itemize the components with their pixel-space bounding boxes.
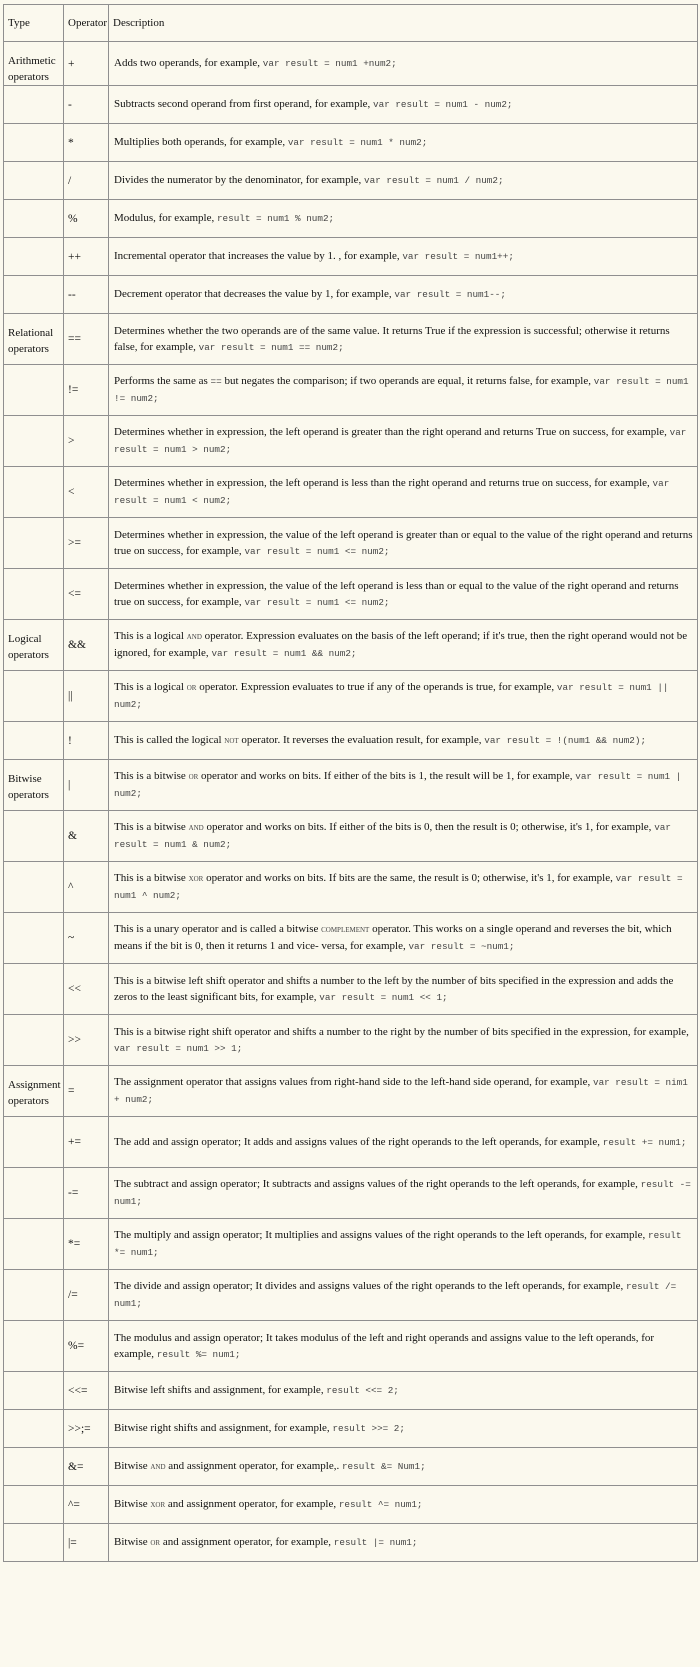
table-row (4, 671, 698, 722)
description-cell (109, 1219, 698, 1270)
description-text: This is a bitwise (114, 821, 189, 833)
table-row (4, 276, 698, 314)
operator-cell: > (64, 416, 109, 467)
type-cell (4, 913, 64, 964)
type-cell (4, 86, 64, 124)
code-example: result &= Num1; (341, 1461, 426, 1472)
description-cell (109, 913, 698, 964)
code-example: result <<= 2; (326, 1385, 399, 1396)
description-cell (109, 467, 698, 518)
description-text: Bitwise right shifts and assignment, for example, (114, 1422, 333, 1434)
keyword-text: and (150, 1461, 166, 1472)
table-row (4, 1219, 698, 1270)
operator-cell: %= (64, 1321, 109, 1372)
operator-cell: -- (64, 276, 109, 314)
description-text: operator and works on bits. If either of the bits is 0, then the result is 0; otherwise, it's 1, for example, (203, 821, 655, 833)
type-cell (4, 1321, 64, 1372)
code-example: var result = num1 <= num2; (244, 545, 390, 557)
operator-cell: >>;= (64, 1410, 109, 1448)
operator-cell: = (64, 1066, 109, 1117)
type-cell (4, 671, 64, 722)
description-cell (109, 1321, 698, 1372)
description-text: This is a logical (114, 681, 187, 693)
description-text: The multiply and assign operator; It multiplies and assigns values of the right operands to the left operands, for example, (114, 1229, 648, 1241)
operator-cell: >> (64, 1015, 109, 1066)
code-example: var result = nim1 + num2; (114, 1077, 688, 1105)
code-example: result *= num1; (114, 1230, 682, 1258)
table-row (4, 518, 698, 569)
operator-cell: &= (64, 1448, 109, 1486)
description-cell (109, 671, 698, 722)
description-text: This is a bitwise left shift operator and shifts a number to the left by the number of bits specified in the expression and adds the zeros to the least significant bits, for example, (114, 974, 674, 1003)
operator-cell: ~ (64, 913, 109, 964)
description-cell (109, 1270, 698, 1321)
description-cell (109, 518, 698, 569)
description-text: Determines whether the two operands are of the same value. It returns True if the expression is successful; otherwise it returns false, for example, (114, 324, 670, 353)
code-example: var result = num1 || num2; (114, 682, 669, 710)
description-text: Subtracts second operand from first operand, for example, (114, 98, 374, 110)
description-cell (109, 1066, 698, 1117)
code-example: var result = num1 +num2; (262, 58, 397, 69)
code-example: var result = ~num1; (408, 941, 515, 952)
type-cell: Arithmetic operators (4, 42, 64, 86)
code-example: var result = num1 / num2; (364, 175, 504, 186)
description-cell (109, 722, 698, 760)
description-text: This is called the logical (114, 734, 225, 746)
description-text: This is a bitwise (114, 872, 189, 884)
description-text: and assignment operator, for example,. (165, 1460, 342, 1472)
code-example: var result = num1 ^ num2; (114, 873, 683, 901)
operator-cell: % (64, 200, 109, 238)
description-text: The add and assign operator; It adds and assigns values of the right operands to the left operands, for example, (114, 1135, 603, 1148)
description-text: operator. This works on a single operand and reverses the bit, which means if the bit is 0, then it returns 1 and vice- versa, for example, (114, 923, 672, 952)
operator-cell: += (64, 1117, 109, 1168)
description-text: This is a logical (114, 630, 187, 642)
type-cell (4, 569, 64, 620)
description-cell (109, 1168, 698, 1219)
keyword-text: and (188, 822, 204, 833)
type-cell (4, 722, 64, 760)
type-cell (4, 518, 64, 569)
description-text: Bitwise (114, 1498, 151, 1510)
operators-table (3, 4, 698, 1562)
type-cell: Bitwise operators (4, 760, 64, 811)
operator-cell: >= (64, 518, 109, 569)
operator-cell: * (64, 124, 109, 162)
description-text: Incremental operator that increases the value by 1. , for example, (114, 250, 403, 262)
table-row (4, 722, 698, 760)
table-row (4, 760, 698, 811)
description-text: Multiplies both operands, for example, (114, 136, 288, 148)
type-cell (4, 964, 64, 1015)
keyword-text: complement (321, 924, 370, 935)
table-row (4, 86, 698, 124)
description-text: and assignment operator, for example, (160, 1536, 334, 1548)
code-example: var result = num1--; (394, 289, 506, 300)
description-text: Modulus, for example, (114, 212, 217, 224)
code-example: result >>= 2; (332, 1423, 405, 1434)
description-text: Determines whether in expression, the left operand is greater than the right operand and returns True on success, for example, (114, 426, 670, 438)
description-cell (109, 862, 698, 913)
type-cell (4, 365, 64, 416)
description-text: The assignment operator that assigns values from right-hand side to the left-hand side operand, for example, (114, 1076, 593, 1088)
code-example: var result = num1 - num2; (373, 99, 513, 110)
description-cell (109, 276, 698, 314)
operator-cell: || (64, 671, 109, 722)
keyword-text: not (224, 735, 239, 746)
type-cell (4, 467, 64, 518)
operator-cell: /= (64, 1270, 109, 1321)
description-cell (109, 760, 698, 811)
operator-cell: ^ (64, 862, 109, 913)
operator-cell: <<= (64, 1372, 109, 1410)
type-cell (4, 1524, 64, 1562)
operator-cell: && (64, 620, 109, 671)
description-text: This is a unary operator and is called a bitwise (114, 923, 322, 935)
operator-cell: - (64, 86, 109, 124)
table-row (4, 42, 698, 86)
description-cell (109, 1448, 698, 1486)
description-text: Bitwise (114, 1460, 151, 1472)
code-example: var result = num1 && num2; (211, 648, 357, 659)
header-type: Type (4, 5, 64, 42)
operator-cell: != (64, 365, 109, 416)
description-cell (109, 314, 698, 365)
keyword-text: or (188, 771, 199, 782)
type-cell (4, 200, 64, 238)
table-row (4, 862, 698, 913)
table-row (4, 467, 698, 518)
table-row (4, 1168, 698, 1219)
table-row (4, 162, 698, 200)
operator-cell: <= (64, 569, 109, 620)
type-cell (4, 276, 64, 314)
table-row (4, 1524, 698, 1562)
operator-cell: ! (64, 722, 109, 760)
type-cell (4, 238, 64, 276)
operator-cell: | (64, 760, 109, 811)
description-cell (109, 1015, 698, 1066)
code-example: result += num1; (602, 1136, 687, 1148)
description-cell (109, 1410, 698, 1448)
type-cell (4, 416, 64, 467)
type-cell (4, 862, 64, 913)
table-row (4, 1486, 698, 1524)
table-row (4, 1410, 698, 1448)
type-cell (4, 162, 64, 200)
description-cell (109, 86, 698, 124)
description-text: Performs the same as (114, 375, 211, 387)
type-cell (4, 1448, 64, 1486)
operator-cell: / (64, 162, 109, 200)
table-row (4, 416, 698, 467)
type-cell (4, 1015, 64, 1066)
description-text: operator. Expression evaluates on the basis of the left operand; if it's true, then the right operand would not be ignored, for example, (114, 630, 688, 659)
type-cell (4, 811, 64, 862)
description-cell (109, 569, 698, 620)
table-row (4, 124, 698, 162)
description-text: operator and works on bits. If bits are the same, the result is 0; otherwise, it's 1, for example, (203, 872, 616, 884)
operator-cell: ++ (64, 238, 109, 276)
description-cell (109, 42, 698, 86)
keyword-text: and (186, 631, 202, 642)
type-cell (4, 1219, 64, 1270)
code-example: var result = num1 < num2; (114, 478, 670, 506)
description-text: The modulus and assign operator; It takes modulus of the left and right operands and assigns value to the left operands, for example, (114, 1331, 655, 1360)
operator-cell: < (64, 467, 109, 518)
code-example: result |= num1; (333, 1537, 418, 1548)
description-text: Adds two operands, for example, (114, 57, 263, 69)
table-row (4, 964, 698, 1015)
description-text: This is a bitwise (114, 770, 189, 782)
table-row (4, 1448, 698, 1486)
description-cell (109, 416, 698, 467)
table-row (4, 620, 698, 671)
table-row (4, 1117, 698, 1168)
code-example: result /= num1; (114, 1281, 677, 1309)
table-row (4, 811, 698, 862)
code-example: var result = num1 << 1; (319, 991, 448, 1003)
operator-cell: -= (64, 1168, 109, 1219)
operator-cell: & (64, 811, 109, 862)
type-cell: Assignment operators (4, 1066, 64, 1117)
table-row (4, 314, 698, 365)
code-example: result = num1 % num2; (216, 213, 335, 224)
header-description: Description (109, 5, 698, 42)
description-text: and assignment operator, for example, (165, 1498, 339, 1510)
table-body (4, 5, 698, 1562)
code-example: var result = num1++; (402, 251, 514, 262)
code-example: var result = num1 != num2; (114, 376, 689, 404)
operator-cell: << (64, 964, 109, 1015)
table-row (4, 1066, 698, 1117)
description-text: This is a bitwise right shift operator and shifts a number to the right by the number of bits specified in the expression, for example, (114, 1025, 689, 1038)
type-cell (4, 1117, 64, 1168)
type-cell (4, 1410, 64, 1448)
description-cell (109, 1524, 698, 1562)
description-text: Bitwise left shifts and assignment, for example, (114, 1384, 327, 1396)
table-row (4, 1321, 698, 1372)
description-cell (109, 1117, 698, 1168)
table-row (4, 1270, 698, 1321)
type-cell (4, 1372, 64, 1410)
header-row (4, 5, 698, 42)
code-example: var result = num1 <= num2; (244, 596, 390, 608)
description-cell (109, 811, 698, 862)
table-row (4, 238, 698, 276)
type-cell (4, 1270, 64, 1321)
header-operator: Operator (64, 5, 109, 42)
code-example: var result = num1 * num2; (287, 137, 428, 148)
description-text: The subtract and assign operator; It subtracts and assigns values of the right operands to the left operands, for example, (114, 1178, 641, 1190)
table-row (4, 1372, 698, 1410)
operator-cell: == (64, 314, 109, 365)
code-example: result -= num1; (114, 1179, 691, 1207)
type-cell (4, 1486, 64, 1524)
code-example: var result = num1 >> 1; (114, 1042, 243, 1054)
type-cell: Relational operators (4, 314, 64, 365)
description-cell (109, 1372, 698, 1410)
keyword-text: or (150, 1537, 161, 1548)
description-cell (109, 200, 698, 238)
description-text: operator. It reverses the evaluation result, for example, (238, 734, 485, 746)
table-row (4, 365, 698, 416)
table-row (4, 913, 698, 964)
description-text: operator and works on bits. If either of the bits is 1, the result will be 1, for example, (198, 770, 576, 782)
table-row (4, 200, 698, 238)
description-cell (109, 1486, 698, 1524)
operator-cell: + (64, 42, 109, 86)
code-example: result %= num1; (156, 1348, 241, 1360)
description-text: Determines whether in expression, the value of the left operand is less than or equal to the value of the right operand and returns true on success, for example, (114, 579, 679, 608)
code-example: var result = num1 | num2; (114, 771, 682, 799)
description-cell (109, 620, 698, 671)
operator-cell: *= (64, 1219, 109, 1270)
keyword-text: or (186, 682, 197, 693)
description-text: Determines whether in expression, the value of the left operand is greater than or equal to the value of the right operand and returns true on success, for example, (114, 528, 693, 557)
description-text: Bitwise (114, 1536, 151, 1548)
description-text: operator. Expression evaluates to true if any of the operands is true, for example, (196, 681, 557, 693)
description-cell (109, 238, 698, 276)
description-text: Determines whether in expression, the left operand is less than the right operand and returns true on success, for example, (114, 477, 653, 489)
type-cell (4, 1168, 64, 1219)
description-cell (109, 964, 698, 1015)
description-text: Divides the numerator by the denominator, for example, (114, 174, 365, 186)
description-text: but negates the comparison; if two operands are equal, it returns false, for example, (221, 375, 594, 387)
operator-cell: |= (64, 1524, 109, 1562)
description-cell (109, 124, 698, 162)
table-row (4, 1015, 698, 1066)
code-example: == (210, 376, 222, 387)
code-example: var result = !(num1 && num2); (484, 735, 647, 746)
code-example: var result = num1 & num2; (114, 822, 671, 850)
keyword-text: xor (188, 873, 204, 884)
description-text: Decrement operator that decreases the value by 1, for example, (114, 288, 395, 300)
operator-cell: ^= (64, 1486, 109, 1524)
description-cell (109, 365, 698, 416)
table-row (4, 569, 698, 620)
code-example: var result = num1 > num2; (114, 427, 687, 455)
description-cell (109, 162, 698, 200)
type-cell (4, 124, 64, 162)
description-text: The divide and assign operator; It divides and assigns values of the right operands to the left operands, for example, (114, 1280, 626, 1292)
type-cell: Logical operators (4, 620, 64, 671)
keyword-text: xor (150, 1499, 166, 1510)
code-example: var result = num1 == num2; (198, 341, 344, 353)
code-example: result ^= num1; (338, 1499, 423, 1510)
